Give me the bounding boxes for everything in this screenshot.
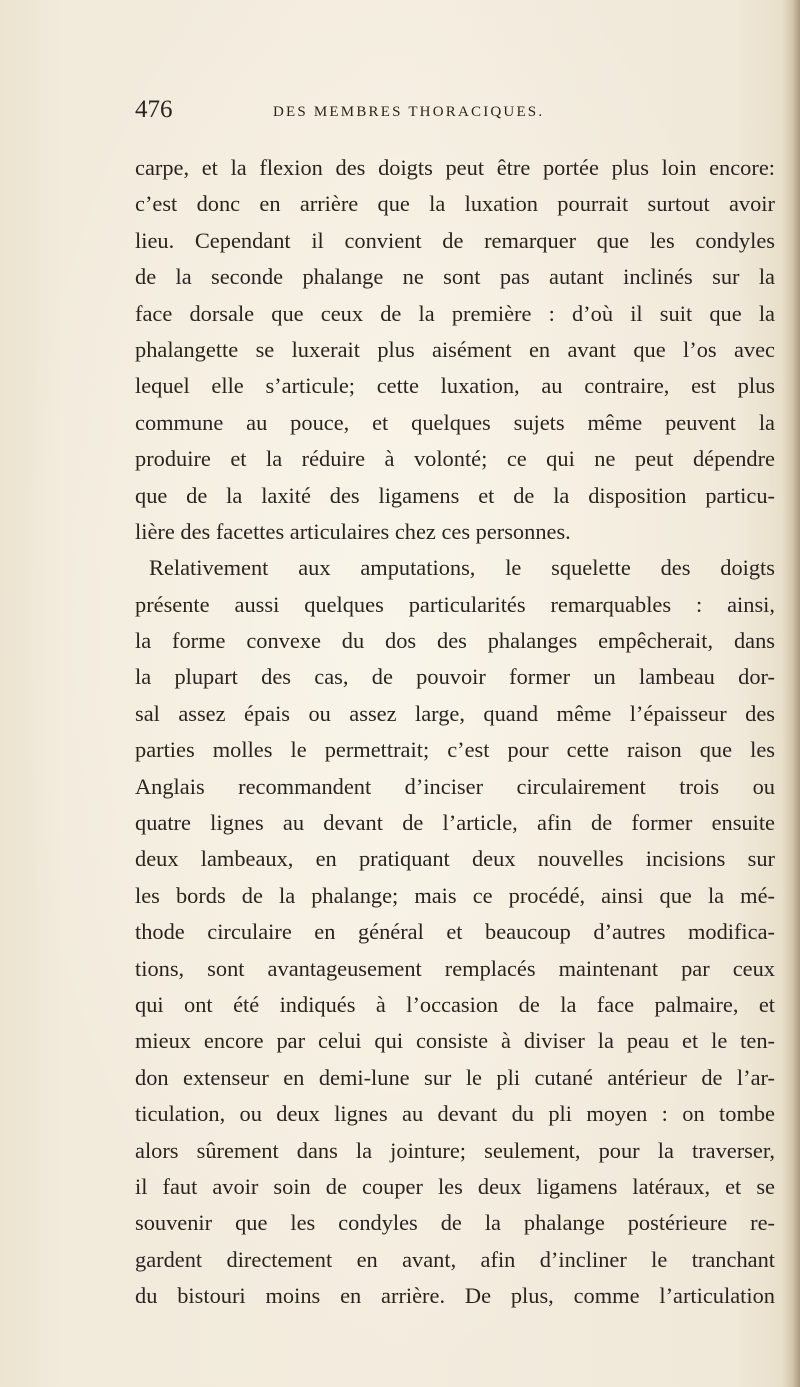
text-line: la forme convexe du dos des phalanges empêcherait, dans: [135, 628, 775, 654]
text-line: alors sûrement dans la jointure; seulement, pour la traverser,: [135, 1137, 775, 1163]
text-line: du bistouri moins en arrière. De plus, comme l’articulation: [135, 1283, 775, 1309]
text-line: parties molles le permettrait; c’est pour cette raison que les: [135, 737, 775, 763]
page-number: 476: [135, 96, 173, 123]
text-line: tions, sont avantageusement remplacés maintenant par ceux: [135, 955, 775, 981]
text-line: lieu. Cependant il convient de remarquer que les condyles: [135, 227, 775, 253]
text-line: il faut avoir soin de couper les deux ligamens latéraux, et se: [135, 1173, 775, 1199]
running-title: DES MEMBRES THORACIQUES.: [273, 104, 545, 120]
text-line: mieux encore par celui qui consiste à diviser la peau et le ten-: [135, 1028, 775, 1054]
text-line: ticulation, ou deux lignes au devant du pli moyen : on tombe: [135, 1101, 775, 1127]
text-line: lequel elle s’articule; cette luxation, au contraire, est plus: [135, 373, 775, 399]
text-line: face dorsale que ceux de la première : d’où il suit que la: [135, 300, 775, 326]
text-line: thode circulaire en général et beaucoup d’autres modifica-: [135, 919, 775, 945]
text-line: souvenir que les condyles de la phalange postérieure re-: [135, 1210, 775, 1236]
text-line: lière des facettes articulaires chez ces personnes.: [135, 518, 571, 544]
text-line: phalangette se luxerait plus aisément en avant que l’os avec: [135, 336, 775, 362]
page-edge-shadow: [782, 0, 800, 1387]
text-line: deux lambeaux, en pratiquant deux nouvelles incisions sur: [135, 846, 775, 872]
text-line: sal assez épais ou assez large, quand même l’épaisseur des: [135, 700, 775, 726]
text-line: que de la laxité des ligamens et de la disposition particu-: [135, 482, 775, 508]
text-line: de la seconde phalange ne sont pas autant inclinés sur la: [135, 264, 775, 290]
text-line: gardent directement en avant, afin d’incliner le tranchant: [135, 1246, 775, 1272]
page-header: [135, 96, 775, 136]
text-line: qui ont été indiqués à l’occasion de la face palmaire, et: [135, 991, 775, 1017]
text-line: Anglais recommandent d’inciser circulairement trois ou: [135, 773, 775, 799]
text-line: carpe, et la flexion des doigts peut être portée plus loin encore:: [135, 155, 775, 180]
text-line: la plupart des cas, de pouvoir former un lambeau dor-: [135, 664, 775, 690]
text-line: les bords de la phalange; mais ce procédé, ainsi que la mé-: [135, 882, 775, 908]
text-line: présente aussi quelques particularités remarquables : ainsi,: [135, 591, 775, 617]
text-line: commune au pouce, et quelques sujets même peuvent la: [135, 409, 775, 435]
text-line: Relativement aux amputations, le squelette des doigts: [149, 555, 775, 581]
text-line: don extenseur en demi-lune sur le pli cutané antérieur de l’ar-: [135, 1064, 775, 1090]
text-line: c’est donc en arrière que la luxation pourrait surtout avoir: [135, 191, 775, 217]
body-text: [135, 150, 775, 1315]
text-line: produire et la réduire à volonté; ce qui ne peut dépendre: [135, 446, 775, 472]
text-line: quatre lignes au devant de l’article, afin de former ensuite: [135, 810, 775, 836]
